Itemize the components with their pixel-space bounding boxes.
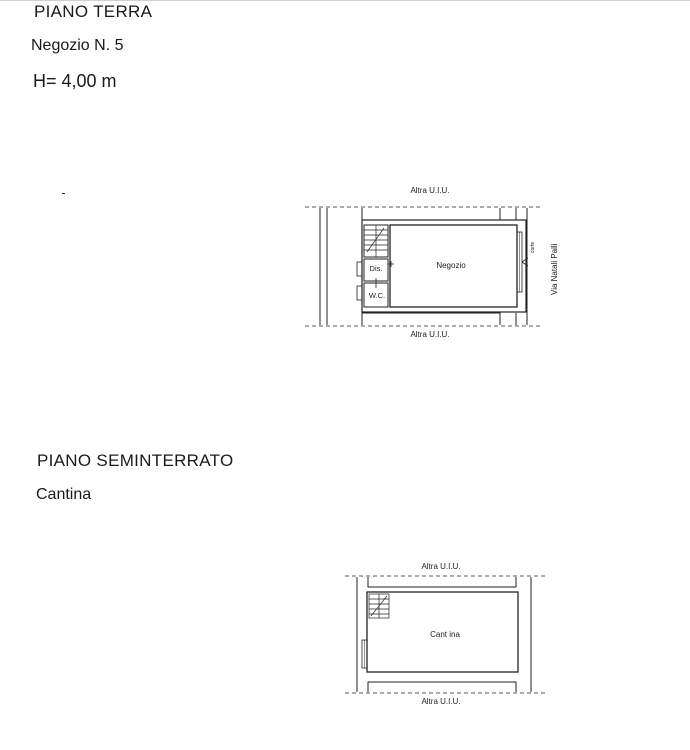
basement-stairs <box>369 594 389 618</box>
dis-label: Dis. <box>369 264 383 273</box>
street-label: Via Natali Palli <box>550 243 559 295</box>
basement-neighbor-wall-top <box>368 577 516 587</box>
negozio-label: Negozio <box>436 261 466 270</box>
basement-unit-label: Cantina <box>36 486 92 503</box>
basement-neighbor-bottom-label: Altra U.I.U. <box>421 697 461 706</box>
neighbor-bottom-label: Altra U.I.U. <box>410 330 450 339</box>
basement-neighbor-top-label: Altra U.I.U. <box>421 562 461 571</box>
basement-neighbor-wall-bottom <box>368 682 516 692</box>
neighbor-top-label: Altra U.I.U. <box>410 186 450 195</box>
basement-heading: PIANO SEMINTERRATO <box>37 451 234 470</box>
wc-label: W.C. <box>368 291 386 300</box>
corte-label: corte <box>530 241 536 253</box>
ground-floor-heading: PIANO TERRA <box>34 2 153 21</box>
ground-floor-height-label: H= 4,00 m <box>33 71 117 91</box>
cantina-label: Cant ina <box>430 630 460 639</box>
ground-floor-unit-label: Negozio N. 5 <box>31 37 124 54</box>
